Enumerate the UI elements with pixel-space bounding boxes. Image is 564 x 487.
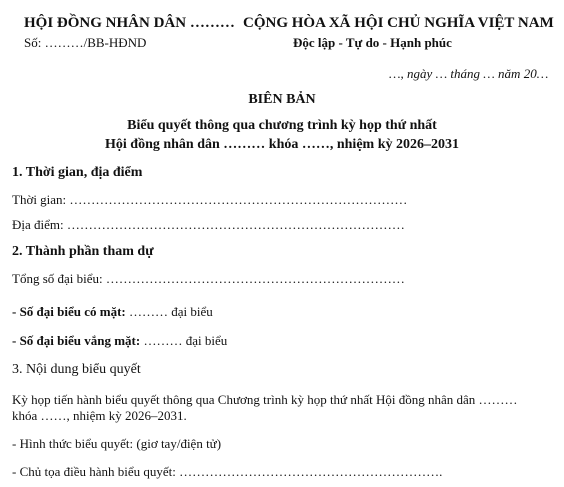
section1-heading: 1. Thời gian, địa điểm: [12, 165, 143, 180]
council-name: HỘI ĐỒNG NHÂN DÂN ………: [24, 15, 235, 31]
date-line: …, ngày … tháng … năm 20…: [389, 66, 549, 81]
section3-heading: 3. Nội dung biểu quyết: [12, 362, 141, 377]
voting-chair-field: - Chủ tọa điều hành biểu quyết: …………………………………………………….: [12, 464, 443, 479]
voting-form-field: - Hình thức biểu quyết: (giơ tay/điện tử): [12, 436, 222, 451]
section2-heading: 2. Thành phần tham dự: [12, 244, 154, 259]
voting-paragraph-line1: Kỳ họp tiến hành biểu quyết thông qua Chương trình kỳ họp thứ nhất Hội đồng nhân dân ………: [12, 392, 518, 407]
absent-delegates-value: ……… đại biểu: [140, 333, 228, 348]
total-delegates-field: Tổng số đại biểu: ……………………………………………………………: [12, 271, 405, 286]
voting-paragraph-line2: khóa ……, nhiệm kỳ 2026–2031.: [12, 408, 187, 423]
absent-delegates-field: [12, 334, 227, 347]
time-field: Thời gian: ……………………………………………………………………: [12, 192, 408, 207]
document-number: Số: ………/BB-HĐND: [24, 35, 147, 50]
present-delegates-label: - Số đại biểu có mặt:: [12, 304, 126, 319]
national-title: CỘNG HÒA XÃ HỘI CHỦ NGHĨA VIỆT NAM: [243, 15, 554, 31]
absent-delegates-label: - Số đại biểu vắng mặt:: [12, 333, 141, 348]
document-subtitle-line1: Biểu quyết thông qua chương trình kỳ họp thứ nhất: [127, 118, 437, 133]
place-field: Địa điểm: ……………………………………………………………………: [12, 217, 405, 232]
present-delegates-field: [12, 305, 213, 318]
present-delegates-value: ……… đại biểu: [125, 304, 213, 319]
national-motto: Độc lập - Tự do - Hạnh phúc: [293, 35, 452, 50]
document-subtitle-line2: Hội đồng nhân dân ……… khóa ……, nhiệm kỳ 2026–2031: [105, 137, 459, 152]
document-title: BIÊN BẢN: [248, 92, 316, 107]
